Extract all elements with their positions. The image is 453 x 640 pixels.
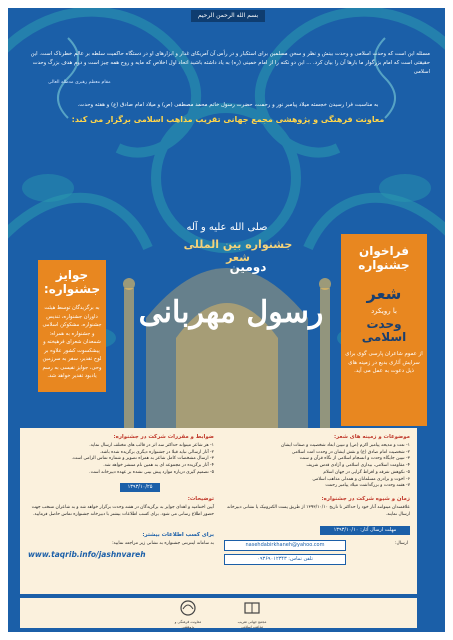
closing-date-box: [120, 483, 160, 492]
contact-label: ارسال:: [394, 541, 408, 546]
call-title: فراخوان جشنواره: [358, 244, 410, 272]
phone-label: تلفن تماس:: [288, 556, 313, 562]
phone-number: ۰۹۳۶۹۰۱۲۳۴۳: [257, 556, 287, 562]
festival-label: جشنواره بین المللی شعر: [183, 238, 293, 264]
rule-item: ۱- هر شاعر میتواند حداکثر سه اثر در قالب های مختلف ارسال نماید.: [89, 443, 214, 448]
participation-heading: زمان و شیوه شرکت در جشنواره:: [321, 496, 410, 502]
logo-right: [234, 600, 270, 630]
occasion-text: به مناسبت فرا رسیدن خجسته میلاد پیامبر نور و رحمت، حضرت رسول خاتم محمد مصطفی (ص) و میلاد امام صادق (ع) و هفته وحدت.: [77, 102, 379, 108]
closing-date: ۱۳۹۳/۱۰/۲۵: [127, 484, 153, 490]
details-panel: [20, 428, 417, 594]
topic-item: ۵- نکوهش تفرقه و افراط گرایی در جهان اسلام: [323, 469, 410, 475]
rule-item: ۲- آثار ارسالی نباید قبلا در جشنواره دیگری برگزیده شده باشد.: [99, 449, 214, 455]
notes-body: آیین اختتامیه و اهدای جوایز به برگزیدگان در هفته وحدت برگزار خواهد شد و به شاعران منتخب جهت حضور اطلاع رسانی می شود. برای کسب اطلاعات بیشتر با دبیرخانه جشنواره تماس حاصل فرمایید.: [31, 505, 214, 517]
call-highlight-poetry: شعر: [366, 284, 402, 303]
prizes-title: جوایز جشنواره:: [43, 268, 101, 296]
topic-item: ۷- هفته وحدت و بزرگداشت میلاد پیامبر رحمت: [325, 483, 410, 489]
leader-quote: مسئله این است که وحدت اسلامی و وحدت بینش و نظر و سخن مسلمین برای استکبار و در رأس آن آمریکای غدار و ابزارهای او در دستگاه حاکمیت سلطه بر عالم خطرناک است. این حقیقتی است که امام بزرگوار ما بارها آن را بیان کرد. ... این دو نکته را از امام خمینی (ره) به یاد داشته باشید اتحاد اول اخلاص که مایه و روح همه چیز است و دوم هدف بزرگ وحدت اسلامی: [30, 51, 430, 75]
phone-box: [224, 554, 346, 565]
quote-signature: مقام معظم رهبری مدظله العالی: [48, 80, 111, 85]
prizes-panel: [38, 260, 106, 392]
participation-body: علاقمندان میتوانند آثار خود را حداکثر تا تاریخ ۱۳۹۳/۱۰/۱۰ از طریق پست الکترونیک یا نشانی دبیرخانه ارسال نمایند.: [226, 505, 410, 517]
website-link[interactable]: www.taqrib.info/jashnvareh: [28, 550, 146, 559]
call-body: از عموم شاعران پارسی گوی برای سرایش آثاری بدیع در زمینه های ذیل دعوت به عمل می آید.: [345, 351, 423, 374]
logo-left-caption: معاونت فرهنگی و پژوهشی: [174, 620, 202, 629]
call-panel: [341, 234, 427, 426]
rules-list: [28, 443, 214, 477]
footer-band: [20, 598, 417, 628]
topic-item: ۴- مقاومت اسلامی، بیداری اسلامی و آزادی قدس شریف: [306, 463, 410, 469]
notes-heading: توضیحات:: [187, 496, 214, 502]
rule-item: ۳- ارسال مشخصات کامل شاعر به همراه تصویر و شماره تماس الزامی است.: [71, 456, 214, 462]
email-box[interactable]: [224, 540, 346, 551]
topics-heading: موضوعات و زمینه های شعر:: [334, 434, 410, 440]
festival-title-calligraphy: رسول مهربانی: [138, 295, 324, 330]
logo-left: [170, 600, 206, 630]
organizer-announcement: معاونت فرهنگی و پژوهشی مجمع جهانی تقریب مذاهب اسلامی برگزار می کند:: [71, 115, 385, 124]
deadline-date: ۱۳۹۳/۱۰/۱۰: [333, 527, 359, 533]
more-info-body: به سامانه اینترنتی جشنواره به نشانی زیر مراجعه نمایید:: [112, 541, 214, 546]
topic-item: ۱- نعت و مدیحه پیامبر اکرم (ص) و تبیین ابعاد شخصیت و صفات ایشان: [280, 443, 410, 448]
call-highlight-unity: وحدت اسلامی: [361, 317, 407, 344]
book-emblem-icon: [234, 600, 270, 616]
festival-edition: دومین: [229, 260, 267, 274]
topic-item: ۳- تبیین جایگاه وحدت و انسجام اسلامی از نگاه قرآن و سنت: [299, 456, 410, 462]
emblem-icon: [170, 600, 206, 616]
more-info-heading: برای کسب اطلاعات بیشتر:: [142, 532, 214, 538]
topic-item: ۲- شخصیت امام صادق (ع) و نقش ایشان در وحدت امت اسلامی: [291, 449, 410, 455]
rule-item: ۵- تصمیم گیری درباره موارد پیش بینی نشده بر عهده دبیرخانه است.: [89, 469, 214, 475]
bismillah-banner: بسم الله الرحمن الرحیم: [191, 10, 265, 22]
rule-item: ۴- آثار برگزیده در مجموعه ای به همین نام منتشر خواهد شد.: [103, 463, 214, 469]
svg-text:صلى الله عليه و آله: صلى الله عليه و آله: [186, 222, 268, 233]
rules-heading: ضوابط و مقررات شرکت در جشنواره:: [113, 434, 214, 440]
topic-item: ۶- اخوت و برادری مسلمانان و همدلی مذاهب اسلامی: [312, 476, 410, 482]
prizes-body: به برگزیدگان توسط هیئت داوران جشنواره، تندیس جشنواره، مشکوکن اسلامی و جشنواره به همراه: شمعدان شعرای فرهیخته و پیشکسوت کشور علاوه بر لوح تقدیر، سفر به سرزمین وحی، جوایز نفیسی به رسم یادبود تقدیر خواهد شد.: [42, 305, 102, 379]
call-approach: با رویکرد: [371, 307, 397, 315]
poster-frame: [8, 8, 445, 632]
email-address[interactable]: nasehdabirkhaneh@yahoo.com: [245, 542, 325, 548]
deadline-box: [320, 526, 410, 535]
deadline-label: مهلت ارسال آثار:: [360, 527, 397, 533]
topics-list: [224, 443, 410, 490]
logo-right-caption: مجمع جهانی تقریب مذاهب اسلامی: [237, 620, 267, 629]
